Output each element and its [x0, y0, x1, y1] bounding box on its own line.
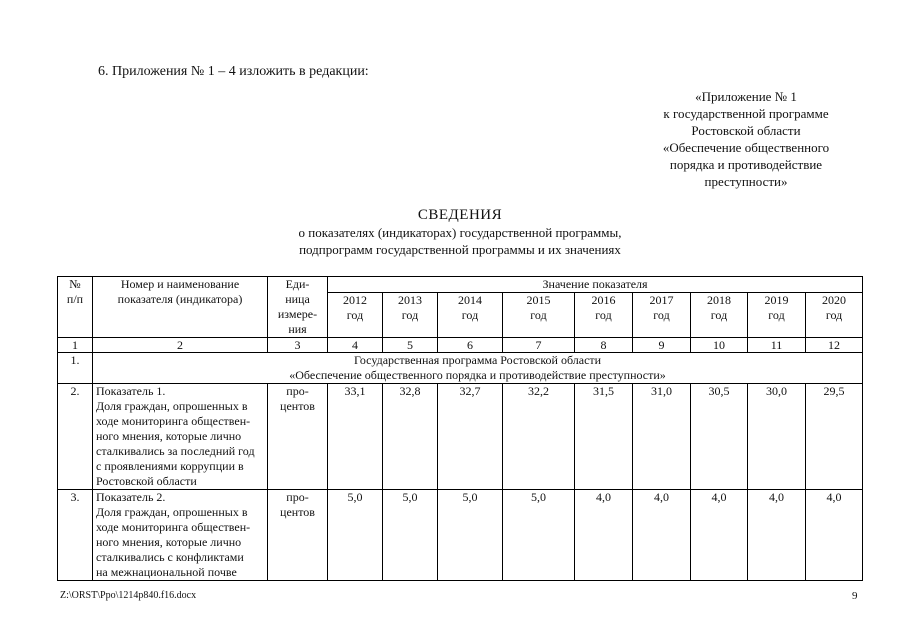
- column-index: 11: [748, 338, 806, 353]
- header-unit-line: Еди-: [285, 277, 310, 291]
- year-label: 2020: [822, 293, 847, 307]
- indicator-value: 4,0: [806, 490, 863, 581]
- document-heading: [230, 206, 690, 258]
- indicator-name-line: Доля граждан, опрошенных в: [96, 399, 248, 413]
- program-title: [93, 353, 863, 384]
- header-num: [58, 277, 93, 338]
- year-suffix: год: [401, 308, 419, 322]
- indicator-name-line: ного мнения, которые лично: [96, 535, 242, 549]
- indicator-value: 4,0: [691, 490, 748, 581]
- header-year: [328, 293, 383, 338]
- indicator-value: 31,5: [575, 384, 633, 490]
- header-num-line: п/п: [66, 292, 84, 306]
- indicator-value: 30,0: [748, 384, 806, 490]
- year-suffix: год: [346, 308, 364, 322]
- column-index: 12: [806, 338, 863, 353]
- appendix-reference: [640, 88, 852, 190]
- indicator-name: [93, 384, 268, 490]
- intro-text: 6. Приложения № 1 – 4 изложить в редакции:: [98, 64, 369, 79]
- indicator-value: 4,0: [748, 490, 806, 581]
- indicators-table: [57, 276, 863, 581]
- document-subtitle-line: подпрограмм государственной программы и их значениях: [299, 242, 621, 257]
- indicator-value: 5,0: [328, 490, 383, 581]
- row-number: 3.: [58, 490, 93, 581]
- year-suffix: год: [530, 308, 547, 322]
- indicator-name-line: на межнациональной почве: [96, 565, 237, 579]
- header-year: [503, 293, 575, 338]
- column-index: 5: [383, 338, 438, 353]
- year-label: 2013: [398, 293, 422, 307]
- year-suffix: год: [768, 308, 785, 322]
- document-subtitle-line: о показателях (индикаторах) государственной программы,: [298, 225, 622, 240]
- unit-line: про-: [286, 384, 309, 398]
- indicator-value: 33,1: [328, 384, 383, 490]
- indicator-name-line: ходе мониторинга обществен-: [96, 520, 251, 534]
- indicator-value: 5,0: [438, 490, 503, 581]
- indicator-name-line: с проявлениями коррупции в: [96, 459, 244, 473]
- indicator-name-line: сталкивались за последний год: [96, 444, 255, 458]
- unit-line: центов: [280, 505, 315, 519]
- year-label: 2019: [764, 293, 789, 307]
- header-year: [383, 293, 438, 338]
- header-values-title: Значение показателя: [328, 277, 863, 293]
- indicator-name: [93, 490, 268, 581]
- column-index: 4: [328, 338, 383, 353]
- appendix-line: преступности»: [704, 174, 788, 189]
- table-header-row: [58, 277, 863, 293]
- appendix-line: «Обеспечение общественного: [662, 140, 830, 155]
- program-title-line: «Обеспечение общественного порядка и противодействие преступности»: [289, 368, 666, 382]
- table-row: [58, 384, 863, 490]
- indicator-value: 29,5: [806, 384, 863, 490]
- year-label: 2015: [526, 293, 551, 307]
- row-number: 1.: [58, 353, 93, 384]
- year-label: 2018: [707, 293, 731, 307]
- year-label: 2017: [649, 293, 674, 307]
- column-index: 9: [633, 338, 691, 353]
- indicator-name-line: Доля граждан, опрошенных в: [96, 505, 248, 519]
- unit-line: центов: [280, 399, 315, 413]
- indicator-unit: [268, 490, 328, 581]
- column-index: 3: [268, 338, 328, 353]
- column-index: 8: [575, 338, 633, 353]
- indicator-value: 31,0: [633, 384, 691, 490]
- indicator-value: 5,0: [383, 490, 438, 581]
- indicator-name-line: Показатель 1.: [96, 384, 166, 398]
- program-row: [58, 353, 863, 384]
- indicator-value: 4,0: [633, 490, 691, 581]
- indicator-name-line: Ростовской области: [96, 474, 197, 488]
- header-unit-line: измере-: [277, 307, 318, 321]
- header-year: [806, 293, 863, 338]
- indicator-value: 32,7: [438, 384, 503, 490]
- header-year: [438, 293, 503, 338]
- header-unit: [268, 277, 328, 338]
- footer-file-path: Z:\ORST\Ppo\1214p840.f16.docx: [60, 590, 197, 601]
- page-number: 9: [852, 590, 858, 602]
- appendix-line: порядка и противодействие: [669, 157, 823, 172]
- indicator-value: 5,0: [503, 490, 575, 581]
- header-year: [633, 293, 691, 338]
- indicator-name-line: Показатель 2.: [96, 490, 166, 504]
- indicator-unit: [268, 384, 328, 490]
- year-suffix: год: [825, 308, 843, 322]
- header-name: [93, 277, 268, 338]
- indicator-name-line: ходе мониторинга обществен-: [96, 414, 251, 428]
- header-unit-line: ния: [288, 322, 307, 336]
- column-index: 7: [503, 338, 575, 353]
- appendix-line: «Приложение № 1: [695, 89, 797, 104]
- document-title: СВЕДЕНИЯ: [417, 207, 503, 223]
- header-num-line: №: [69, 277, 81, 291]
- appendix-line: к государственной программе: [663, 106, 829, 121]
- column-index: 2: [93, 338, 268, 353]
- year-suffix: год: [595, 308, 612, 322]
- column-index: 1: [58, 338, 93, 353]
- year-suffix: год: [653, 308, 670, 322]
- column-index-row: [58, 338, 863, 353]
- table-row: [58, 490, 863, 581]
- program-title-line: Государственная программа Ростовской области: [354, 353, 602, 367]
- year-label: 2016: [591, 293, 616, 307]
- header-name-line: Номер и наименование: [120, 277, 240, 291]
- unit-line: про-: [286, 490, 309, 504]
- column-index: 6: [438, 338, 503, 353]
- year-suffix: год: [461, 308, 479, 322]
- header-year: [691, 293, 748, 338]
- appendix-line: Ростовской области: [691, 123, 801, 138]
- indicator-value: 32,8: [383, 384, 438, 490]
- year-label: 2014: [458, 293, 482, 307]
- indicator-value: 4,0: [575, 490, 633, 581]
- indicator-value: 30,5: [691, 384, 748, 490]
- header-year: [575, 293, 633, 338]
- header-name-line: показателя (индикатора): [117, 292, 243, 306]
- row-number: 2.: [58, 384, 93, 490]
- column-index: 10: [691, 338, 748, 353]
- indicator-name-line: сталкивались с конфликтами: [96, 550, 244, 564]
- header-unit-line: ница: [285, 292, 310, 306]
- indicator-value: 32,2: [503, 384, 575, 490]
- year-suffix: год: [710, 308, 728, 322]
- year-label: 2012: [343, 293, 367, 307]
- header-year: [748, 293, 806, 338]
- indicator-name-line: ного мнения, которые лично: [96, 429, 242, 443]
